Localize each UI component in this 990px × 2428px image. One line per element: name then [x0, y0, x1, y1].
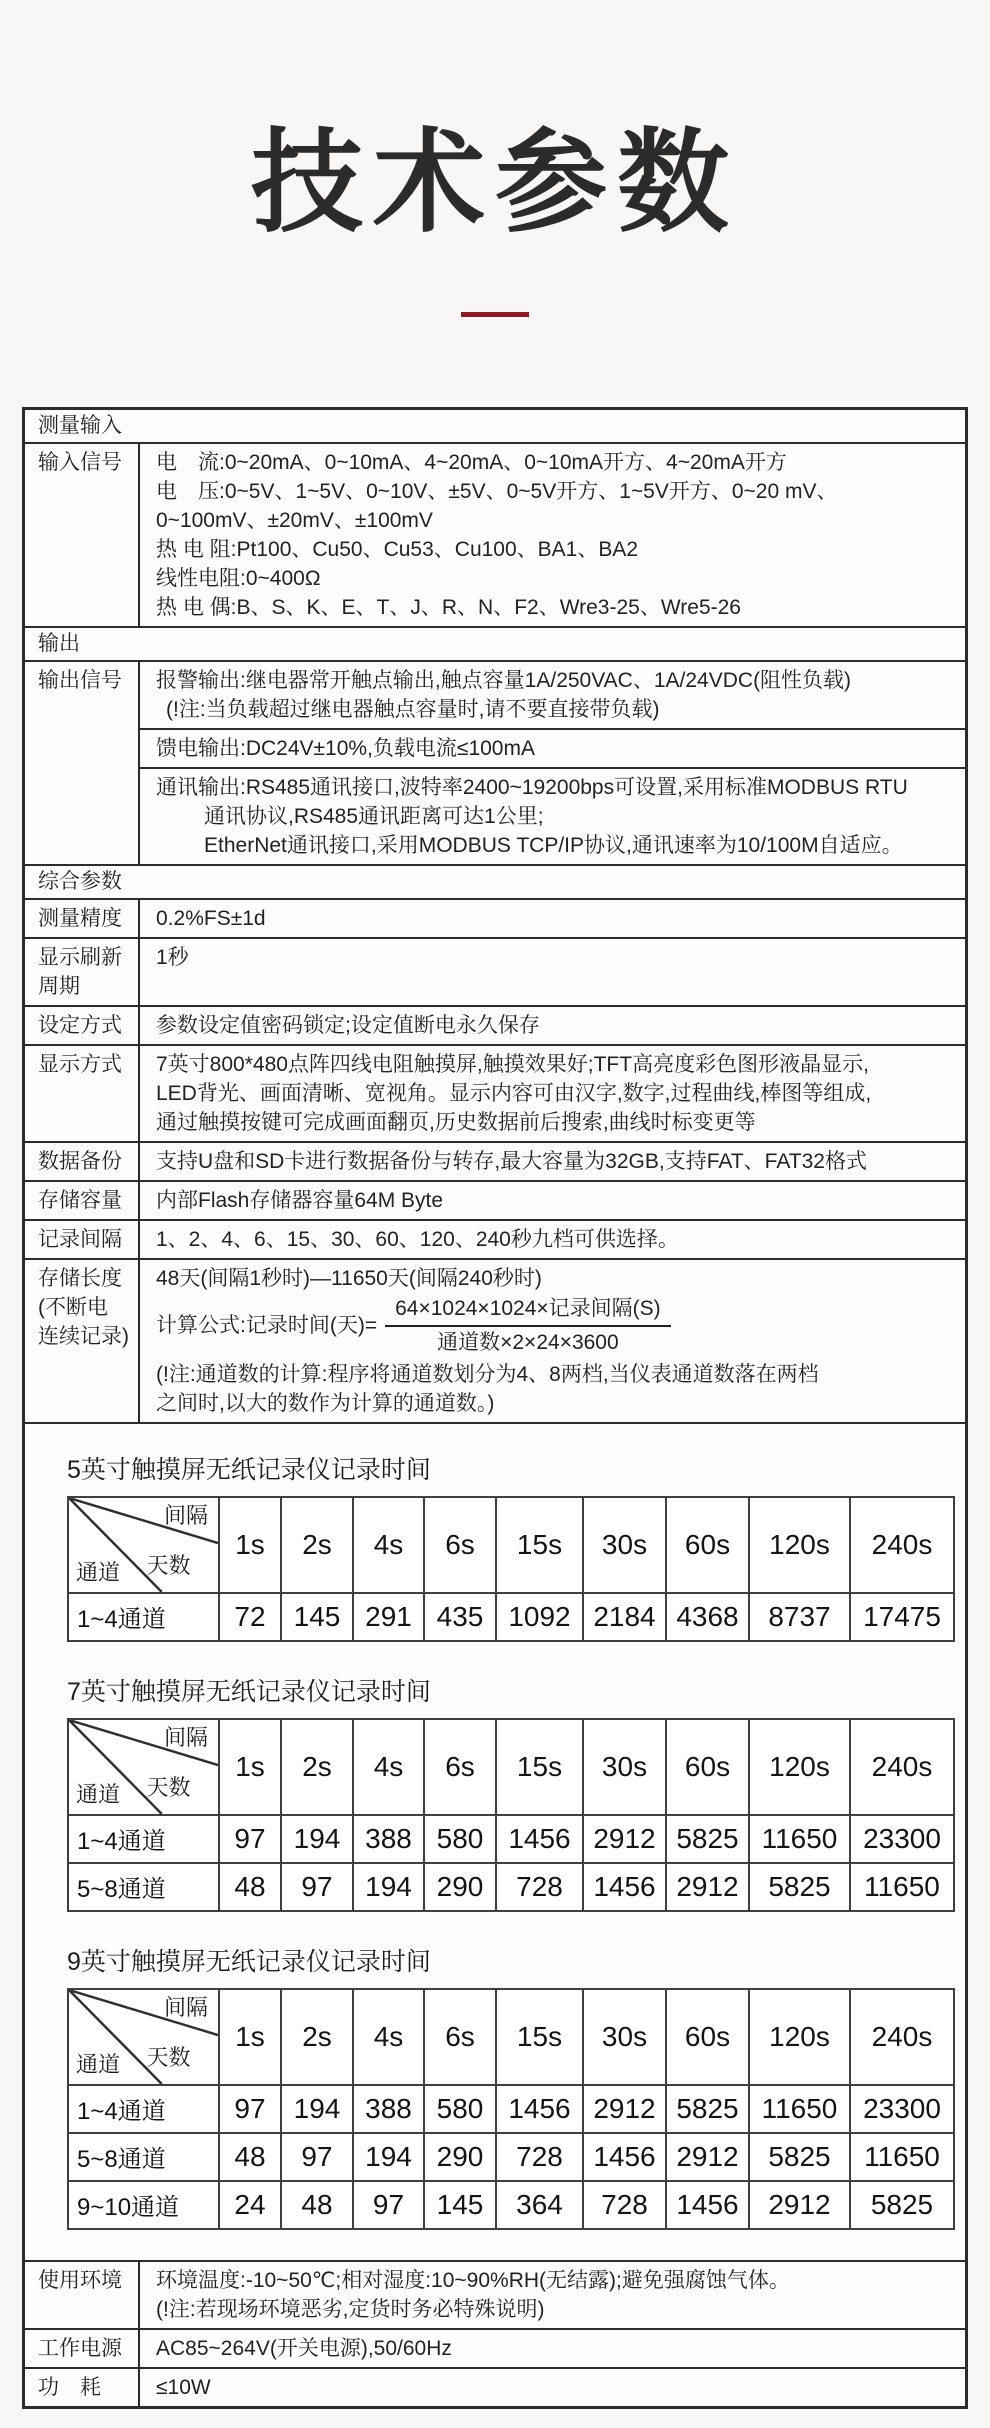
input-signal-line: 线性电阻:0~400Ω: [156, 566, 321, 590]
days-value-cell: 5825: [666, 2085, 749, 2133]
recording-table-title: 9英寸触摸屏无纸记录仪记录时间: [67, 1947, 431, 1976]
channel-row-label: 1~4通道: [68, 1815, 219, 1863]
row-refresh-period: [25, 937, 965, 1005]
recording-table-row: [68, 2085, 954, 2133]
storage-length-content: [140, 1260, 965, 1422]
display-mode-line: LED背光、画面清晰、宽视角。显示内容可由汉字,数字,过程曲线,棒图等组成,: [156, 1081, 872, 1105]
comm-output-line: 通讯输出:RS485通讯接口,波特率2400~19200bps可设置,采用标准MODBUS RTU: [156, 775, 908, 799]
power-supply-value: AC85~264V(开关电源),50/60Hz: [156, 2336, 452, 2360]
interval-header-cell: 15s: [496, 1989, 583, 2085]
days-value-cell: 97: [281, 1863, 353, 1911]
days-value-cell: 2912: [749, 2181, 850, 2229]
input-signal-line: 0~100mV、±20mV、±100mV: [156, 508, 433, 532]
days-value-cell: 5825: [749, 2133, 850, 2181]
interval-header-cell: 60s: [666, 1497, 749, 1593]
row-power-consumption: [25, 2367, 965, 2406]
recording-table-row: [68, 2181, 954, 2229]
days-value-cell: 11650: [850, 2133, 954, 2181]
corner-label-interval: 间隔: [163, 1502, 208, 1528]
power-consumption-value: ≤10W: [156, 2375, 211, 2399]
channel-row-label: 1~4通道: [68, 2085, 219, 2133]
comm-output-block: [140, 767, 965, 864]
interval-header-cell: 240s: [850, 1497, 954, 1593]
days-value-cell: 5825: [749, 1863, 850, 1911]
days-value-cell: 5825: [666, 1815, 749, 1863]
days-value-cell: 4368: [666, 1593, 749, 1641]
alarm-output-block: [140, 662, 965, 728]
interval-header-cell: 2s: [281, 1719, 353, 1815]
days-value-cell: 1456: [583, 1863, 666, 1911]
storage-length-formula: [156, 1296, 953, 1356]
row-label-storage-length: 存储长度 (不断电 连续记录): [25, 1260, 140, 1422]
diagonal-corner-cell: [68, 1989, 219, 2085]
section-header-measure-input: 测量输入: [38, 413, 122, 437]
days-value-cell: 97: [219, 1815, 281, 1863]
row-label-setting-mode: 设定方式: [25, 1007, 140, 1044]
recording-table: [67, 1496, 955, 1642]
row-storage-length: [25, 1258, 965, 1422]
days-value-cell: 290: [424, 1863, 496, 1911]
row-label-output-signal: 输出信号: [25, 662, 140, 864]
recording-tables-box: [25, 1424, 965, 2260]
days-value-cell: 194: [281, 2085, 353, 2133]
row-input-signal: [25, 442, 965, 626]
corner-label-days: 天数: [146, 1552, 191, 1578]
days-value-cell: 48: [219, 1863, 281, 1911]
corner-label-channel: 通道: [76, 1559, 121, 1585]
days-value-cell: 364: [496, 2181, 583, 2229]
interval-header-cell: 6s: [424, 1497, 496, 1593]
interval-header-cell: 1s: [219, 1719, 281, 1815]
interval-header-cell: 4s: [353, 1497, 424, 1593]
row-data-backup: [25, 1141, 965, 1180]
spec-table: [22, 407, 968, 2409]
channel-row-label: 1~4通道: [68, 1593, 219, 1641]
row-label-display-mode: 显示方式: [25, 1046, 140, 1141]
recording-table: [67, 1988, 955, 2230]
diagonal-corner-cell: [68, 1719, 219, 1815]
interval-header-cell: 4s: [353, 1719, 424, 1815]
corner-label-days: 天数: [146, 1774, 191, 1800]
days-value-cell: 388: [353, 2085, 424, 2133]
interval-header-cell: 2s: [281, 1497, 353, 1593]
page: [0, 120, 990, 2409]
days-value-cell: 8737: [749, 1593, 850, 1641]
recording-table-row: [68, 2133, 954, 2181]
row-label-power-supply: 工作电源: [25, 2330, 140, 2367]
row-label-environment: 使用环境: [25, 2262, 140, 2328]
days-value-cell: 2912: [666, 2133, 749, 2181]
row-label-power-consumption: 功 耗: [25, 2369, 140, 2406]
formula-numerator: 64×1024×1024×记录间隔(S): [385, 1296, 671, 1327]
days-value-cell: 1456: [496, 2085, 583, 2133]
recording-table-block: [67, 1678, 965, 1912]
display-mode-line: 通过触摸按键可完成画面翻页,历史数据前后搜索,曲线时标变更等: [156, 1110, 756, 1134]
interval-header-cell: 30s: [583, 1989, 666, 2085]
section-header-output: 输出: [25, 626, 965, 660]
environment-content: [140, 2262, 965, 2328]
days-value-cell: 48: [219, 2133, 281, 2181]
storage-length-note: (!注:通道数的计算:程序将通道数划分为4、8两档,当仪表通道数落在两档: [156, 1362, 819, 1386]
channel-row-label: 5~8通道: [68, 2133, 219, 2181]
recording-table-row: [68, 1863, 954, 1911]
input-signal-content: [140, 444, 965, 626]
feed-output-block: 馈电输出:DC24V±10%,负载电流≤100mA: [140, 728, 965, 767]
recording-table-header-row: [68, 1719, 954, 1815]
input-signal-line: 热 电 阻:Pt100、Cu50、Cu53、Cu100、BA1、BA2: [156, 537, 639, 561]
input-signal-line: 热 电 偶:B、S、K、E、T、J、R、N、F2、Wre3-25、Wre5-26: [156, 595, 741, 619]
data-backup-value: 支持U盘和SD卡进行数据备份与转存,最大容量为32GB,支持FAT、FAT32格式: [156, 1149, 867, 1173]
setting-mode-value: 参数设定值密码锁定;设定值断电永久保存: [156, 1013, 540, 1037]
row-accuracy: [25, 898, 965, 937]
days-value-cell: 728: [583, 2181, 666, 2229]
days-value-cell: 97: [219, 2085, 281, 2133]
formula-prefix: 计算公式:记录时间(天)=: [156, 1314, 378, 1338]
days-value-cell: 17475: [850, 1593, 954, 1641]
record-interval-value: 1、2、4、6、15、30、60、120、240秒九档可供选择。: [156, 1227, 679, 1251]
days-value-cell: 2912: [583, 1815, 666, 1863]
days-value-cell: 145: [424, 2181, 496, 2229]
recording-table-header-row: [68, 1497, 954, 1593]
alarm-output-line: 报警输出:继电器常开触点输出,触点容量1A/250VAC、1A/24VDC(阻性负载): [156, 668, 852, 692]
accuracy-value: 0.2%FS±1d: [156, 906, 266, 930]
row-label-accuracy: 测量精度: [25, 900, 140, 937]
input-signal-line: 电 流:0~20mA、0~10mA、4~20mA、0~10mA开方、4~20mA开方: [156, 450, 787, 474]
days-value-cell: 728: [496, 1863, 583, 1911]
display-mode-content: [140, 1046, 965, 1141]
days-value-cell: 24: [219, 2181, 281, 2229]
days-value-cell: 580: [424, 1815, 496, 1863]
days-value-cell: 728: [496, 2133, 583, 2181]
interval-header-cell: 15s: [496, 1497, 583, 1593]
days-value-cell: 1456: [583, 2133, 666, 2181]
days-value-cell: 5825: [850, 2181, 954, 2229]
section-header-general: 综合参数: [25, 864, 965, 898]
row-storage-capacity: [25, 1180, 965, 1219]
diagonal-corner-cell: [68, 1497, 219, 1593]
days-value-cell: 2912: [666, 1863, 749, 1911]
interval-header-cell: 120s: [749, 1719, 850, 1815]
days-value-cell: 72: [219, 1593, 281, 1641]
days-value-cell: 388: [353, 1815, 424, 1863]
interval-header-cell: 1s: [219, 1497, 281, 1593]
days-value-cell: 97: [353, 2181, 424, 2229]
corner-label-interval: 间隔: [163, 1994, 208, 2020]
days-value-cell: 194: [353, 2133, 424, 2181]
row-label-storage-capacity: 存储容量: [25, 1182, 140, 1219]
storage-length-note: 之间时,以大的数作为计算的通道数。): [156, 1391, 495, 1415]
row-output-signal: [25, 660, 965, 864]
days-value-cell: 1456: [496, 1815, 583, 1863]
formula-denominator: 通道数×2×24×3600: [437, 1330, 619, 1354]
recording-table-block: [67, 1456, 965, 1642]
row-setting-mode: [25, 1005, 965, 1044]
days-value-cell: 145: [281, 1593, 353, 1641]
days-value-cell: 2912: [583, 2085, 666, 2133]
days-value-cell: 48: [281, 2181, 353, 2229]
storage-capacity-value: 内部Flash存储器容量64M Byte: [156, 1188, 444, 1212]
channel-row-label: 9~10通道: [68, 2181, 219, 2229]
recording-table-row: [68, 1593, 954, 1641]
alarm-output-note: (!注:当负载超过继电器触点容量时,请不要直接带负载): [166, 697, 660, 721]
comm-output-line: EtherNet通讯接口,采用MODBUS TCP/IP协议,通讯速率为10/100M自适应。: [204, 833, 903, 857]
row-label-data-backup: 数据备份: [25, 1143, 140, 1180]
row-label-refresh-period: 显示刷新 周期: [25, 939, 140, 1005]
interval-header-cell: 30s: [583, 1719, 666, 1815]
environment-line: 环境温度:-10~50℃;相对湿度:10~90%RH(无结露);避免强腐蚀气体。: [156, 2268, 790, 2292]
storage-length-range: 48天(间隔1秒时)—11650天(间隔240秒时): [156, 1266, 542, 1290]
recording-table-title: 7英寸触摸屏无纸记录仪记录时间: [67, 1677, 431, 1706]
comm-output-line: 通讯协议,RS485通讯距离可达1公里;: [204, 804, 544, 828]
row-display-mode: [25, 1044, 965, 1141]
interval-header-cell: 240s: [850, 1719, 954, 1815]
interval-header-cell: 120s: [749, 1989, 850, 2085]
days-value-cell: 435: [424, 1593, 496, 1641]
recording-table-header-row: [68, 1989, 954, 2085]
days-value-cell: 97: [281, 2133, 353, 2181]
row-recording-tables: [25, 1422, 965, 2260]
corner-label-channel: 通道: [76, 2051, 121, 2077]
input-signal-line: 电 压:0~5V、1~5V、0~10V、±5V、0~5V开方、1~5V开方、0~20 mV、: [156, 479, 838, 503]
interval-header-cell: 60s: [666, 1719, 749, 1815]
days-value-cell: 194: [281, 1815, 353, 1863]
row-label-record-interval: 记录间隔: [25, 1221, 140, 1258]
days-value-cell: 2184: [583, 1593, 666, 1641]
row-power-supply: [25, 2328, 965, 2367]
corner-label-interval: 间隔: [163, 1724, 208, 1750]
corner-label-days: 天数: [146, 2044, 191, 2070]
interval-header-cell: 6s: [424, 1989, 496, 2085]
days-value-cell: 11650: [749, 2085, 850, 2133]
days-value-cell: 291: [353, 1593, 424, 1641]
days-value-cell: 1456: [666, 2181, 749, 2229]
days-value-cell: 194: [353, 1863, 424, 1911]
days-value-cell: 11650: [749, 1815, 850, 1863]
days-value-cell: 290: [424, 2133, 496, 2181]
days-value-cell: 23300: [850, 2085, 954, 2133]
recording-table-block: [67, 1948, 965, 2230]
interval-header-cell: 60s: [666, 1989, 749, 2085]
interval-header-cell: 6s: [424, 1719, 496, 1815]
days-value-cell: 580: [424, 2085, 496, 2133]
recording-table-title: 5英寸触摸屏无纸记录仪记录时间: [67, 1455, 431, 1484]
refresh-period-value: 1秒: [156, 945, 189, 969]
row-label-input-signal: 输入信号: [25, 444, 140, 626]
title-underline-accent: [461, 312, 529, 317]
display-mode-line: 7英寸800*480点阵四线电阻触摸屏,触摸效果好;TFT高亮度彩色图形液晶显示,: [156, 1052, 869, 1076]
days-value-cell: 23300: [850, 1815, 954, 1863]
interval-header-cell: 120s: [749, 1497, 850, 1593]
channel-row-label: 5~8通道: [68, 1863, 219, 1911]
row-record-interval: [25, 1219, 965, 1258]
recording-table: [67, 1718, 955, 1912]
page-title: 技术参数: [251, 120, 739, 245]
interval-header-cell: 1s: [219, 1989, 281, 2085]
interval-header-cell: 240s: [850, 1989, 954, 2085]
row-environment: [25, 2260, 965, 2328]
environment-line: (!注:若现场环境恶劣,定货时务必特殊说明): [156, 2297, 545, 2321]
interval-header-cell: 2s: [281, 1989, 353, 2085]
interval-header-cell: 4s: [353, 1989, 424, 2085]
recording-table-row: [68, 1815, 954, 1863]
interval-header-cell: 30s: [583, 1497, 666, 1593]
corner-label-channel: 通道: [76, 1781, 121, 1807]
output-signal-content: [140, 662, 965, 864]
interval-header-cell: 15s: [496, 1719, 583, 1815]
formula-fraction: [385, 1296, 671, 1356]
days-value-cell: 1092: [496, 1593, 583, 1641]
days-value-cell: 11650: [850, 1863, 954, 1911]
